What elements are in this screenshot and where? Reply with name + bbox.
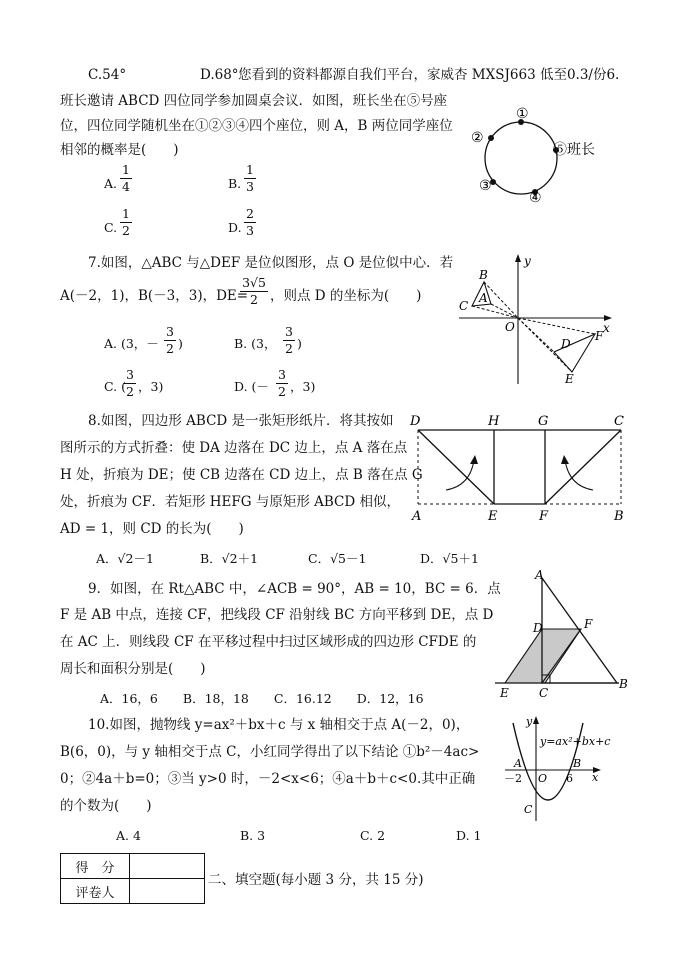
seat-5-label: ⑤班长 bbox=[553, 142, 595, 158]
ray-a bbox=[491, 304, 518, 318]
seat-3-label: ③ bbox=[479, 178, 492, 194]
q7-option-a-post: ) bbox=[178, 336, 183, 351]
q7-option-d-post: ，3) bbox=[290, 379, 316, 394]
q8-line-3: H 处，折痕为 DE；使 CB 边落在 CD 边上，点 B 落在点 G bbox=[60, 467, 423, 483]
q6-option-d-frac: 2 3 bbox=[244, 207, 256, 238]
equation-label: y=ax²+bx+c bbox=[540, 735, 611, 748]
q7-option-a-pre: A. (3，－ bbox=[104, 336, 159, 351]
point-g-label: G bbox=[538, 414, 549, 429]
q7-line-1: 7.如图，△ABC 与△DEF 是位似图形，点 O 是位似中心．若 bbox=[88, 255, 454, 271]
q7-option-a-frac: 3 2 bbox=[164, 325, 176, 356]
ray-c bbox=[472, 306, 518, 318]
score-cell[interactable] bbox=[130, 854, 205, 879]
seat-4-label: ④ bbox=[529, 190, 542, 206]
q9-line-3: 在 AC 上．则线段 CF 在平移过程中扫过区域形成的四边形 CFDE 的 bbox=[60, 634, 477, 650]
point-f-label: F bbox=[539, 509, 549, 524]
y-axis-arrow bbox=[533, 716, 539, 724]
q6-seat-figure bbox=[465, 108, 615, 208]
q5-option-c: C.54° bbox=[88, 67, 127, 83]
origin-label: O bbox=[538, 772, 548, 785]
point-a-label: A bbox=[514, 757, 522, 770]
point-d-label: D bbox=[533, 621, 543, 635]
seat-2-label: ② bbox=[471, 130, 484, 146]
point-a-label: A bbox=[479, 291, 488, 305]
q7-option-c-post: ，3) bbox=[138, 379, 164, 394]
ray-f bbox=[518, 318, 595, 334]
point-h-label: H bbox=[488, 414, 500, 429]
point-b-label: B bbox=[619, 677, 628, 691]
q6-option-a-frac: 1 4 bbox=[120, 163, 132, 194]
point-e-label: E bbox=[488, 509, 498, 524]
point-b-label: B bbox=[479, 268, 488, 282]
q8-line-2: 图所示的方式折叠：使 DA 边落在 DC 边上，点 A 落在点 bbox=[60, 440, 408, 456]
ad-banner: 您看到的资料都源自我们平台，家威杏 MXSJ663 低至0.3/份6. bbox=[238, 67, 620, 83]
point-b-label: B bbox=[573, 757, 582, 770]
q8-line-1: 8.如图，四边形 ABCD 是一张矩形纸片．将其按如 bbox=[88, 413, 394, 429]
q10-line-4: 的个数为( ) bbox=[60, 798, 152, 814]
q10-line-2: B(6，0)，与 y 轴相交于点 C，小红同学得出了以下结论 ①b²－4ac> bbox=[60, 744, 480, 760]
q10-parabola-figure bbox=[500, 713, 620, 823]
score-table bbox=[60, 853, 205, 904]
point-d-label: D bbox=[561, 337, 571, 351]
score-label: 得 分 bbox=[61, 854, 130, 879]
point-e-label: E bbox=[500, 686, 509, 700]
q5-option-d: D.68° bbox=[200, 67, 239, 83]
fold-arrowhead-left bbox=[470, 455, 478, 464]
crease-cf bbox=[545, 430, 621, 504]
q8-fold-figure bbox=[408, 410, 633, 525]
q6-line-3: 相邻的概率是( ) bbox=[60, 142, 179, 158]
q6-option-a-label: A. bbox=[104, 176, 118, 191]
q7-option-b-frac: 3 2 bbox=[283, 325, 295, 356]
point-c-label: C bbox=[459, 299, 469, 313]
seat-1-label: ① bbox=[516, 106, 529, 122]
q6-option-b-frac: 1 3 bbox=[244, 163, 256, 194]
q9-line-2: F 是 AB 中点，连接 CF，把线段 CF 沿射线 BC 方向平移到 DE，点 D bbox=[60, 607, 494, 623]
q7-option-d-frac: 3 2 bbox=[276, 368, 288, 399]
q8-option-a: A．√2－1 bbox=[96, 551, 154, 566]
q7-option-b-post: ) bbox=[297, 336, 302, 351]
q8-option-b: B．√2＋1 bbox=[200, 551, 259, 566]
q10-option-c: C. 2 bbox=[360, 828, 386, 843]
y-axis-arrow bbox=[515, 254, 521, 262]
point-b-label: B bbox=[614, 509, 624, 524]
origin-label: O bbox=[505, 320, 515, 334]
q10-line-3: 0；②4a＋b=0；③当 y>0 时，－2<x<6；④a＋b＋c<0.其中正确 bbox=[60, 771, 476, 787]
point-a-label: A bbox=[535, 568, 544, 582]
x-axis-label: x bbox=[592, 771, 599, 784]
fold-arrow-left bbox=[446, 460, 474, 490]
section-2-heading: 二、填空题(每小题 3 分，共 15 分) bbox=[208, 872, 424, 888]
crease-de bbox=[418, 430, 494, 504]
point-a-label: A bbox=[412, 509, 422, 524]
q6-option-b-label: B. bbox=[228, 176, 242, 191]
point-c-label: C bbox=[614, 414, 624, 429]
q6-option-c-frac: 1 2 bbox=[120, 207, 132, 238]
y-axis-label: y bbox=[524, 254, 531, 268]
x-axis-label: x bbox=[603, 321, 610, 335]
q9-options: A．16，6 B．18，18 C．16.12 D．12，16 bbox=[100, 691, 424, 706]
ray-d bbox=[518, 318, 554, 352]
point-d-label: D bbox=[410, 414, 421, 429]
fold-arrow-right bbox=[565, 460, 593, 490]
grader-cell[interactable] bbox=[130, 879, 205, 904]
q10-option-d: D. 1 bbox=[456, 828, 482, 843]
y-axis-label: y bbox=[526, 715, 533, 728]
point-f-label: F bbox=[595, 329, 604, 343]
q7-option-c-pre: C. ( bbox=[104, 379, 126, 394]
q6-option-d-label: D. bbox=[228, 220, 242, 235]
q10-option-b: B. 3 bbox=[240, 828, 266, 843]
point-c-label: C bbox=[524, 803, 533, 816]
q10-line-1: 10.如图，抛物线 y=ax²＋bx＋c 与 x 轴相交于点 A(－2，0)， bbox=[88, 717, 470, 733]
q7-option-b-pre: B. (3， bbox=[234, 336, 277, 351]
q9-line-4: 周长和面积分别是( ) bbox=[60, 661, 206, 677]
seat-2-dot bbox=[488, 135, 494, 141]
q9-line-1: 9．如图，在 Rt△ABC 中，∠ACB = 90°，AB = 10，BC = 6．点 bbox=[88, 581, 501, 597]
q8-line-4: 处，折痕为 CF．若矩形 HEFG 与原矩形 ABCD 相似， bbox=[60, 494, 401, 510]
q9-triangle-figure bbox=[495, 566, 635, 701]
q8-option-c: C．√5－1 bbox=[308, 551, 367, 566]
grader-label: 评卷人 bbox=[61, 879, 130, 904]
ray-b bbox=[484, 282, 518, 318]
q6-line-2: 位，四位同学随机坐在①②③④四个座位，则 A，B 两位同学座位 bbox=[60, 118, 453, 134]
tick-minus-2: －2 bbox=[504, 772, 522, 785]
point-c-label: C bbox=[539, 686, 549, 700]
tick-6: 6 bbox=[566, 772, 573, 785]
fold-arrowhead-right bbox=[561, 455, 569, 464]
q7-homothety-figure bbox=[455, 252, 615, 387]
q7-line-2b: ，则点 D 的坐标为( ) bbox=[270, 288, 422, 304]
q7-option-c-frac: 3 2 bbox=[124, 368, 136, 399]
q7-de-fraction: 3√5 2 bbox=[240, 276, 268, 307]
q8-option-d: D．√5＋1 bbox=[420, 551, 479, 566]
q7-line-2a: A(－2，1)，B(－3，3)，DE= bbox=[60, 288, 249, 304]
q7-option-d-pre: D. (－ bbox=[234, 379, 269, 394]
round-table bbox=[485, 122, 557, 194]
q6-option-c-label: C. bbox=[104, 220, 118, 235]
q8-line-5: AD = 1，则 CD 的长为( ) bbox=[60, 521, 244, 537]
q10-option-a: A. 4 bbox=[116, 828, 141, 843]
point-e-label: E bbox=[565, 372, 574, 386]
q6-line-1: 班长邀请 ABCD 四位同学参加圆桌会议．如图，班长坐在⑤号座 bbox=[60, 93, 448, 109]
point-f-label: F bbox=[584, 617, 593, 631]
